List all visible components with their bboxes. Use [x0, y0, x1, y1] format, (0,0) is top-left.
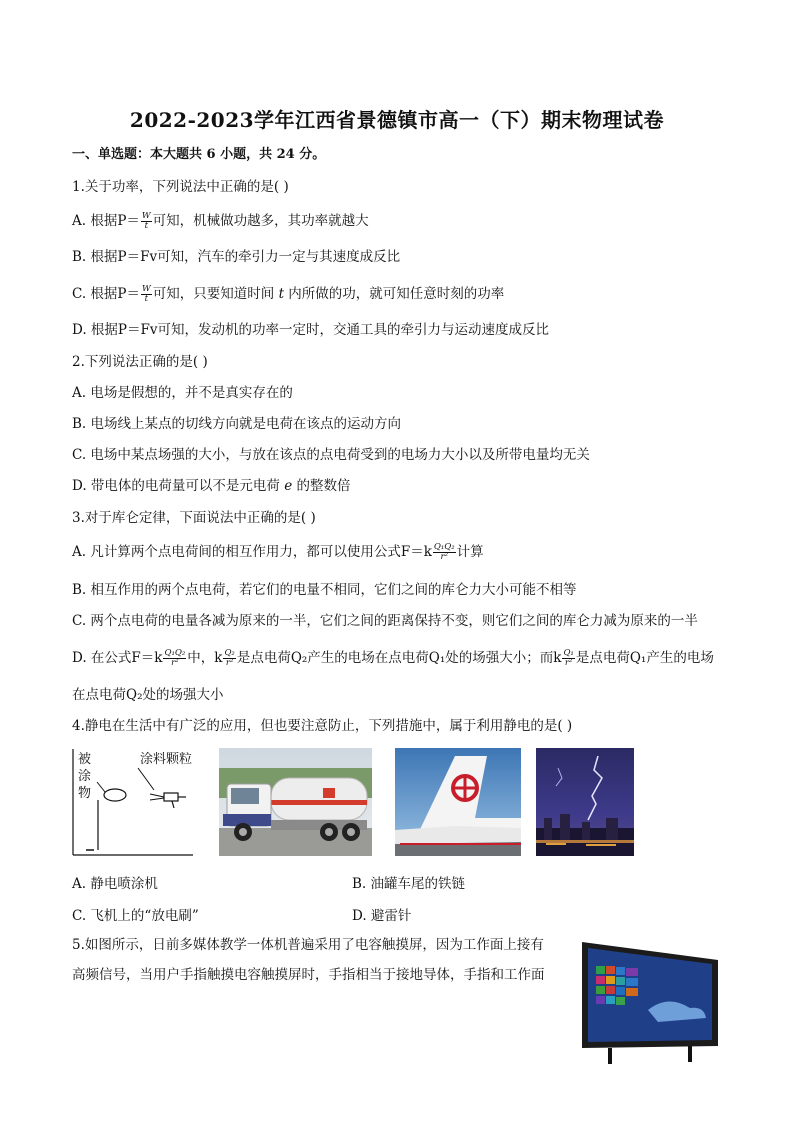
fraction-q1-over-r2: $\frac{\text{Q₁}}{\text{r²}}$ — [563, 648, 574, 668]
touch-screen-image — [578, 938, 721, 1066]
q3-option-d-cont: 在点电荷Q₂处的场强大小 — [72, 687, 224, 703]
diagram-label-bei: 被 — [78, 751, 92, 766]
svg-text:物: 物 — [78, 785, 92, 800]
fraction-coulomb: $\frac{\text{Q₁Q₂}}{\text{r²}}$ — [433, 542, 455, 562]
q2-option-a: A. 电场是假想的，并不是真实存在的 — [72, 385, 293, 401]
q4-option-b: B. 油罐车尾的铁链 — [352, 876, 466, 892]
question-3-stem: 3.对于库仑定律，下面说法中正确的是( ) — [72, 510, 316, 526]
question-4-stem: 4.静电在生活中有广泛的应用，但也要注意防止，下列措施中，属于利用静电的是( ) — [72, 718, 573, 734]
q2-option-d: D. 带电体的电荷量可以不是元电荷 e 的整数倍 — [72, 478, 351, 494]
q1-option-d: D. 根据P＝Fv可知，发动机的功率一定时，交通工具的牵引力与运动速度成反比 — [72, 322, 550, 338]
q2-option-c: C. 电场中某点场强的大小，与放在该点的点电荷受到的电场力大小以及所带电量均无关 — [72, 447, 590, 463]
q1-option-b: B. 根据P＝Fv可知，汽车的牵引力一定与其速度成反比 — [72, 249, 401, 265]
q4-option-d: D. 避雷针 — [352, 908, 412, 924]
section-header: 一、单选题：本大题共 6 小题，共 24 分。 — [72, 147, 326, 162]
q3-option-d: D. 在公式F＝k $\frac{\text{Q₁Q₂}}{\text{r²}}$ 中，k $\frac{\text{Q₂}}{\text{r²}}$ 是点电荷Q₂产生的电场在点电荷Q₁处的场强大小；而k $\frac{\text{Q₁}}{\text{r²}}$ 是点电荷Q₁产生的电场 — [72, 648, 714, 668]
q1-option-a: A. 根据P＝ $\frac{W}{t}$ 可知，机械做功越多，其功率就越大 — [72, 211, 369, 231]
question-5-stem-line1: 5.如图所示，日前多媒体教学一体机普遍采用了电容触摸屏，因为工作面上接有 — [72, 937, 544, 953]
svg-text:涂: 涂 — [78, 768, 92, 783]
q3-option-a: A. 凡计算两个点电荷间的相互作用力，都可以使用公式F＝k $\frac{\text{Q₁Q₂}}{\text{r²}}$ 计算 — [72, 542, 484, 562]
fraction-w-over-t: $\frac{W}{t}$ — [141, 211, 151, 231]
q1-option-c: C. 根据P＝ $\frac{W}{t}$ 可知，只要知道时间 t 内所做的功，就可知任意时刻的功率 — [72, 284, 505, 304]
electrostatic-spray-diagram — [72, 748, 194, 856]
lightning-night-city-image — [536, 748, 634, 856]
q3-option-c: C. 两个点电荷的电量各减为原来的一半，它们之间的距离保持不变，则它们之间的库仑力减为原来的一半 — [72, 613, 698, 629]
question-1-stem: 1.关于功率，下列说法中正确的是( ) — [72, 179, 289, 195]
question-5-stem-line2: 高频信号，当用户手指触摸电容触摸屏时，手指相当于接地导体，手指和工作面 — [72, 967, 545, 983]
q2-option-b: B. 电场线上某点的切线方向就是电荷在该点的运动方向 — [72, 416, 402, 432]
q4-option-c: C. 飞机上的“放电刷” — [72, 908, 199, 924]
q3-option-b: B. 相互作用的两个点电荷，若它们的电量不相同，它们之间的库仑力大小可能不相等 — [72, 582, 577, 598]
airplane-tail-image — [395, 748, 521, 856]
q4-option-a: A. 静电喷涂机 — [72, 876, 158, 892]
question-2-stem: 2.下列说法正确的是( ) — [72, 354, 208, 370]
page-title: 2022-2023学年江西省景德镇市高一（下）期末物理试卷 — [129, 108, 665, 132]
fraction-w-over-t: $\frac{W}{t}$ — [142, 284, 151, 304]
oil-tanker-truck-image — [219, 748, 372, 856]
fraction-q2-over-r2: $\frac{\text{Q₂}}{\text{r²}}$ — [224, 648, 235, 668]
diagram-label-particles: 涂料颗粒 — [140, 751, 193, 766]
fraction-coulomb: $\frac{\text{Q₁Q₂}}{\text{r²}}$ — [164, 648, 186, 668]
